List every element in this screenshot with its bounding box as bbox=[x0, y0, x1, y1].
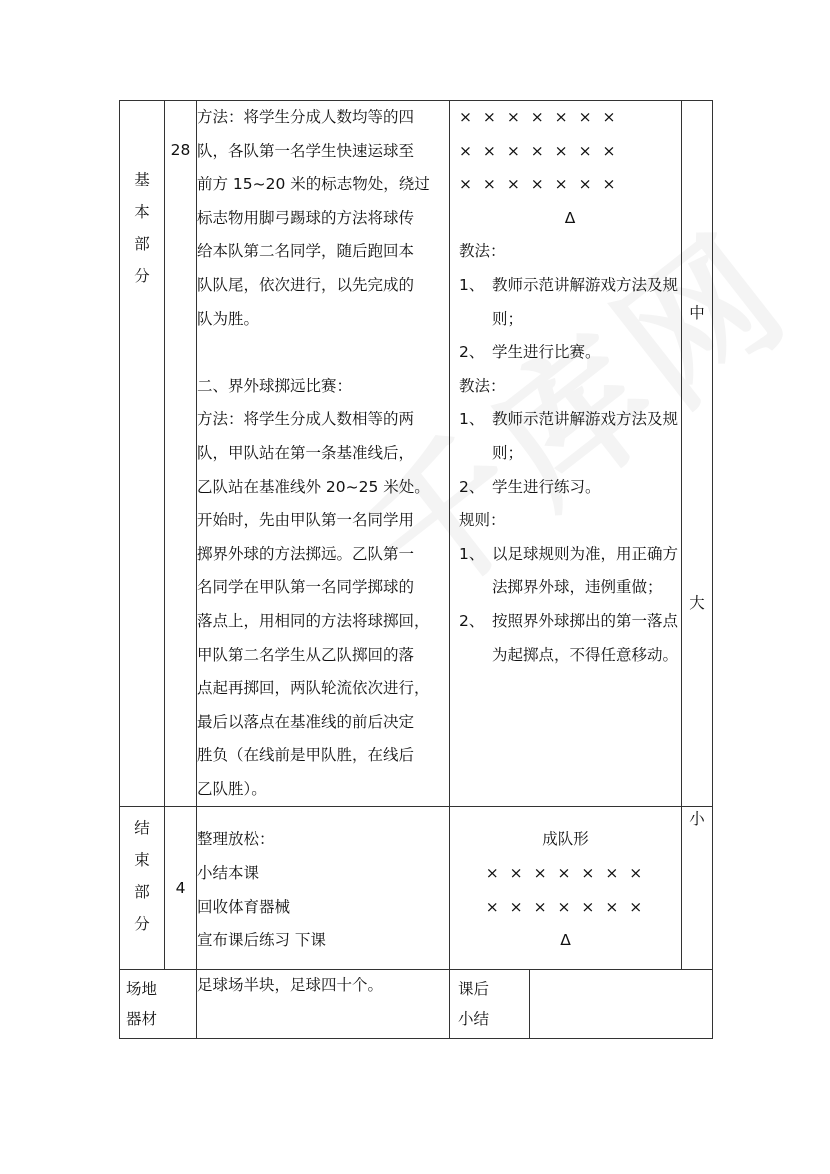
teacher-mark: Δ bbox=[560, 931, 571, 950]
formation-row: × × × × × × × bbox=[459, 175, 619, 194]
formation-row: × × × × × × × bbox=[459, 141, 619, 160]
method-item: 2、 学生进行比赛。 bbox=[459, 343, 601, 362]
ending-content bbox=[197, 807, 450, 970]
content-line: 甲队第二名学生从乙队掷回的落 bbox=[197, 645, 415, 664]
section-char: 本 bbox=[134, 203, 150, 221]
content-line: 最后以落点在基准线的前后决定 bbox=[197, 712, 415, 731]
content-line: 乙队胜）。 bbox=[197, 779, 267, 798]
basic-minutes: 28 bbox=[165, 101, 197, 807]
section-char: 部 bbox=[134, 235, 150, 253]
content-line: 给本队第二名同学，随后跑回本 bbox=[197, 242, 415, 261]
formation-row: × × × × × × × bbox=[485, 864, 646, 883]
method-title: 教法： bbox=[459, 376, 506, 395]
content-line: 回收体育器械 bbox=[197, 897, 291, 916]
section-char: 分 bbox=[134, 267, 150, 285]
ending-intensity bbox=[682, 807, 713, 970]
content-line: 乙队站在基准线外 20~25 米处。 bbox=[197, 477, 430, 496]
rules-title: 规则： bbox=[459, 511, 506, 530]
lesson-plan-table bbox=[119, 100, 713, 1039]
section-char: 分 bbox=[134, 915, 150, 934]
content-line: 二、界外球掷远比赛： bbox=[197, 376, 353, 395]
summary-label: 课后 小结 bbox=[450, 970, 530, 1039]
summary-value[interactable] bbox=[530, 970, 713, 1039]
content-line: 整理放松： bbox=[197, 830, 275, 849]
footer-row bbox=[120, 970, 713, 1039]
content-line: 方法：将学生分成人数相等的两 bbox=[197, 410, 415, 429]
ending-section-label bbox=[120, 807, 165, 970]
basic-content bbox=[197, 101, 450, 807]
section-char: 结 bbox=[134, 819, 150, 838]
method-item: 1、 教师示范讲解游戏方法及规则； bbox=[459, 410, 679, 462]
basic-section-label bbox=[120, 101, 165, 807]
content-line: 宣布课后练习 下课 bbox=[197, 931, 326, 950]
section-char: 束 bbox=[134, 851, 150, 870]
content-line: 队，甲队站在第一条基准线后， bbox=[197, 443, 415, 462]
content-line: 开始时，先由甲队第一名同学用 bbox=[197, 511, 415, 530]
content-line: 掷界外球的方法掷远。乙队第一 bbox=[197, 544, 415, 563]
venue-value: 足球场半块，足球四十个。 bbox=[197, 970, 450, 1039]
content-line: 胜负（在线前是甲队胜，在线后 bbox=[197, 746, 415, 765]
basic-section-row bbox=[120, 101, 713, 807]
basic-intensity bbox=[682, 101, 713, 807]
content-line: 落点上，用相同的方法将球掷回， bbox=[197, 611, 430, 630]
rule-item: 2、 按照界外球掷出的第一落点为起掷点，不得任意移动。 bbox=[459, 611, 679, 664]
venue-label: 场地 器材 bbox=[120, 970, 197, 1039]
ending-section-row bbox=[120, 807, 713, 970]
content-line: 名同学在甲队第一名同学掷球的 bbox=[197, 578, 415, 597]
formation-row: × × × × × × × bbox=[459, 108, 619, 126]
blank-line bbox=[197, 336, 449, 370]
content-line: 小结本课 bbox=[197, 864, 260, 883]
section-char: 部 bbox=[134, 883, 150, 902]
content-line: 队为胜。 bbox=[197, 309, 260, 328]
content-line: 标志物用脚弓踢球的方法将球传 bbox=[197, 208, 415, 227]
formation-row: × × × × × × × bbox=[485, 897, 646, 916]
content-line: 前方 15~20 米的标志物处，绕过 bbox=[197, 175, 430, 194]
intensity-medium: 中 bbox=[689, 304, 705, 322]
ending-minutes: 4 bbox=[165, 807, 197, 970]
rule-item: 1、 以足球规则为准，用正确方法掷界外球，违例重做； bbox=[459, 544, 679, 597]
content-line: 方法：将学生分成人数均等的四 bbox=[197, 108, 415, 126]
content-line: 队，各队第一名学生快速运球至 bbox=[197, 141, 415, 160]
formation-title: 成队形 bbox=[542, 830, 589, 849]
section-char: 基 bbox=[134, 171, 150, 189]
method-item: 2、 学生进行练习。 bbox=[459, 477, 601, 496]
method-title: 教法： bbox=[459, 242, 506, 261]
intensity-high: 大 bbox=[689, 594, 705, 612]
teacher-mark: Δ bbox=[564, 208, 576, 227]
content-line: 队队尾，依次进行，以先完成的 bbox=[197, 275, 415, 294]
basic-organization bbox=[450, 101, 682, 807]
intensity-low: 小 bbox=[689, 810, 705, 829]
method-item: 1、 教师示范讲解游戏方法及规则； bbox=[459, 275, 679, 328]
ending-organization bbox=[450, 807, 682, 970]
content-line: 点起再掷回，两队轮流依次进行， bbox=[197, 679, 430, 698]
